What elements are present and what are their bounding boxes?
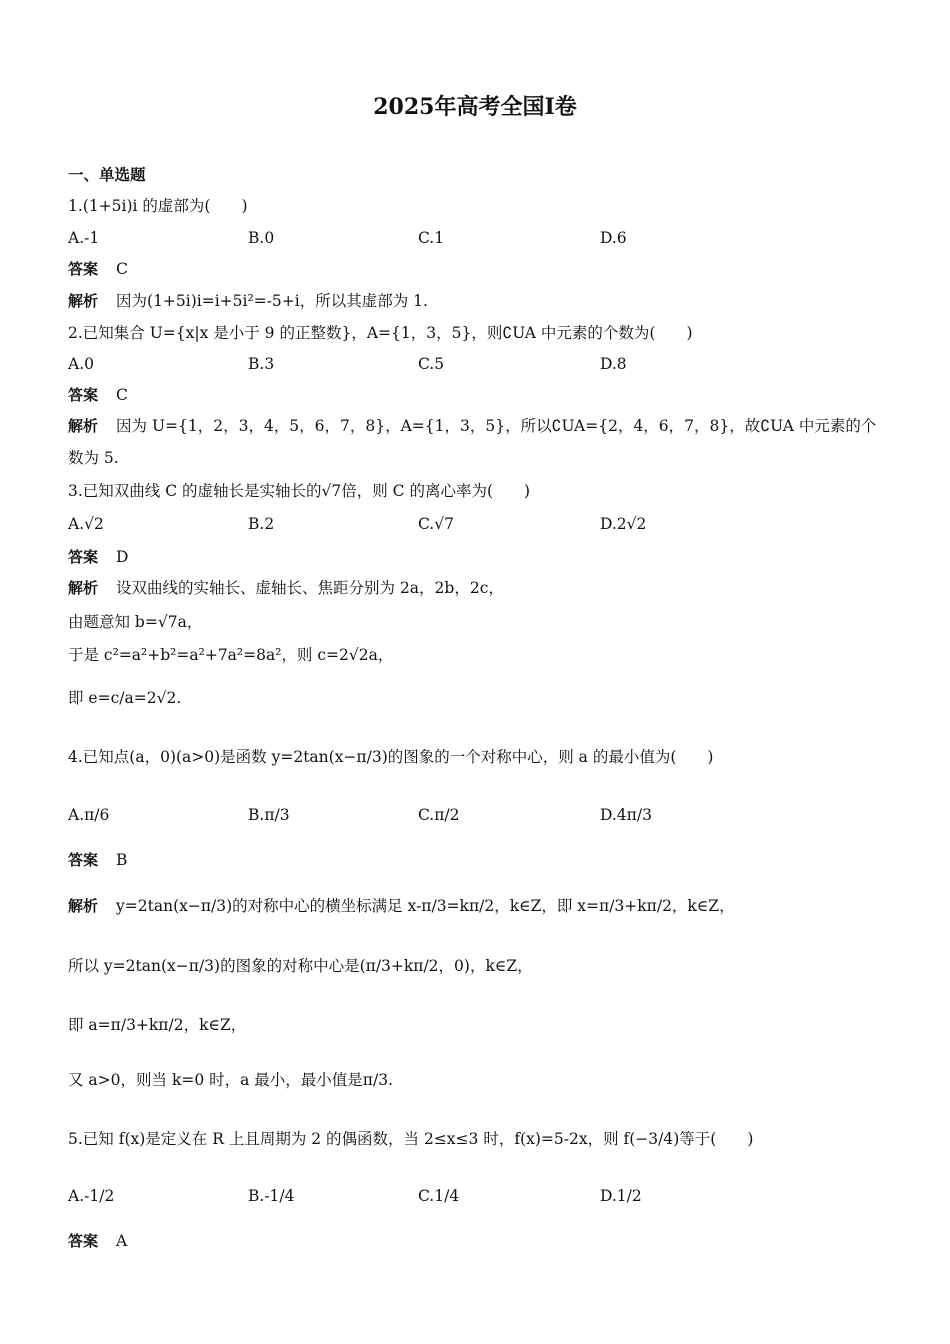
- q3-answer-row: [68, 547, 888, 567]
- q4-analysis-row: [68, 896, 888, 916]
- q4-analysis-line-1: y=2tan(x−π/3)的对称中心的横坐标满足 x-π/3=kπ/2，k∈Z，即 x=π/3+kπ/2，k∈Z，: [116, 897, 735, 915]
- q1-option-a: A.-1: [68, 229, 100, 247]
- q3-stem: 3.已知双曲线 C 的虚轴长是实轴长的√7倍，则 C 的离心率为( ): [68, 482, 531, 500]
- q1-option-d: D.6: [600, 229, 627, 247]
- q2-option-c: C.5: [418, 355, 445, 373]
- analysis-label: 解析: [68, 417, 99, 435]
- q5-option-b: B.-1/4: [248, 1187, 295, 1205]
- analysis-label: 解析: [68, 897, 99, 915]
- q4-option-c: C.π/2: [418, 806, 460, 824]
- q2-analysis-row: [68, 410, 888, 474]
- q5-answer: A: [116, 1232, 128, 1250]
- q3-option-c: C.√7: [418, 515, 454, 533]
- q1-option-b: B.0: [248, 229, 275, 247]
- q5-option-c: C.1/4: [418, 1187, 460, 1205]
- q1-answer: C: [116, 260, 128, 278]
- analysis-label: 解析: [68, 292, 99, 310]
- section-heading: 一、单选题: [68, 165, 146, 184]
- q5-answer-row: [68, 1231, 888, 1251]
- q4-analysis-line-2: 所以 y=2tan(x−π/3)的图象的对称中心是(π/3+kπ/2，0)，k∈Z，: [68, 957, 533, 975]
- q4-analysis-line-4: 又 a>0，则当 k=0 时，a 最小，最小值是π/3.: [68, 1071, 393, 1089]
- answer-label: 答案: [68, 260, 99, 278]
- q3-analysis-row: [68, 578, 888, 598]
- q1-stem: 1.(1+5i)i 的虚部为( ): [68, 197, 248, 215]
- q5-stem: 5.已知 f(x)是定义在 R 上且周期为 2 的偶函数，当 2≤x≤3 时，f(x)=5-2x，则 f(−3/4)等于( ): [68, 1130, 754, 1148]
- q3-analysis-line-1: 设双曲线的实轴长、虚轴长、焦距分别为 2a，2b，2c，: [116, 579, 504, 597]
- page-title: 2025年高考全国Ⅰ卷: [373, 94, 577, 120]
- q5-option-a: A.-1/2: [68, 1187, 115, 1205]
- q3-option-a: A.√2: [68, 515, 104, 533]
- analysis-label: 解析: [68, 579, 99, 597]
- q4-option-a: A.π/6: [68, 806, 110, 824]
- q3-analysis-line-2: 由题意知 b=√7a，: [68, 613, 203, 631]
- q2-answer-row: [68, 385, 888, 405]
- q2-option-d: D.8: [600, 355, 627, 373]
- q4-option-d: D.4π/3: [600, 806, 652, 824]
- q2-analysis: 因为 U={1，2，3，4，5，6，7，8}，A={1，3，5}，所以∁UA={2，4，6，7，8}，故∁UA 中元素的个数为 5.: [68, 417, 877, 467]
- q1-answer-row: [68, 259, 888, 279]
- q2-answer: C: [116, 386, 128, 404]
- q5-option-d: D.1/2: [600, 1187, 642, 1205]
- q3-analysis-line-3: 于是 c²=a²+b²=a²+7a²=8a²，则 c=2√2a，: [68, 646, 394, 664]
- q4-stem: 4.已知点(a，0)(a>0)是函数 y=2tan(x−π/3)的图象的一个对称中心，则 a 的最小值为( ): [68, 748, 714, 766]
- q1-option-c: C.1: [418, 229, 445, 247]
- q1-analysis: 因为(1+5i)i=i+5i²=-5+i，所以其虚部为 1.: [116, 292, 428, 310]
- answer-label: 答案: [68, 548, 99, 566]
- q4-answer-row: [68, 850, 888, 870]
- q2-stem: 2.已知集合 U={x|x 是小于 9 的正整数}，A={1，3，5}，则∁UA 中元素的个数为( ): [68, 324, 693, 342]
- q1-analysis-row: [68, 291, 888, 311]
- q4-option-b: B.π/3: [248, 806, 290, 824]
- q2-option-b: B.3: [248, 355, 275, 373]
- q2-option-a: A.0: [68, 355, 94, 373]
- q3-analysis-line-4: 即 e=c/a=2√2.: [68, 689, 182, 707]
- q3-answer: D: [116, 548, 129, 566]
- q4-answer: B: [116, 851, 128, 869]
- answer-label: 答案: [68, 851, 99, 869]
- answer-label: 答案: [68, 1232, 99, 1250]
- q3-option-b: B.2: [248, 515, 275, 533]
- q3-option-d: D.2√2: [600, 515, 647, 533]
- q4-analysis-line-3: 即 a=π/3+kπ/2，k∈Z，: [68, 1016, 247, 1034]
- answer-label: 答案: [68, 386, 99, 404]
